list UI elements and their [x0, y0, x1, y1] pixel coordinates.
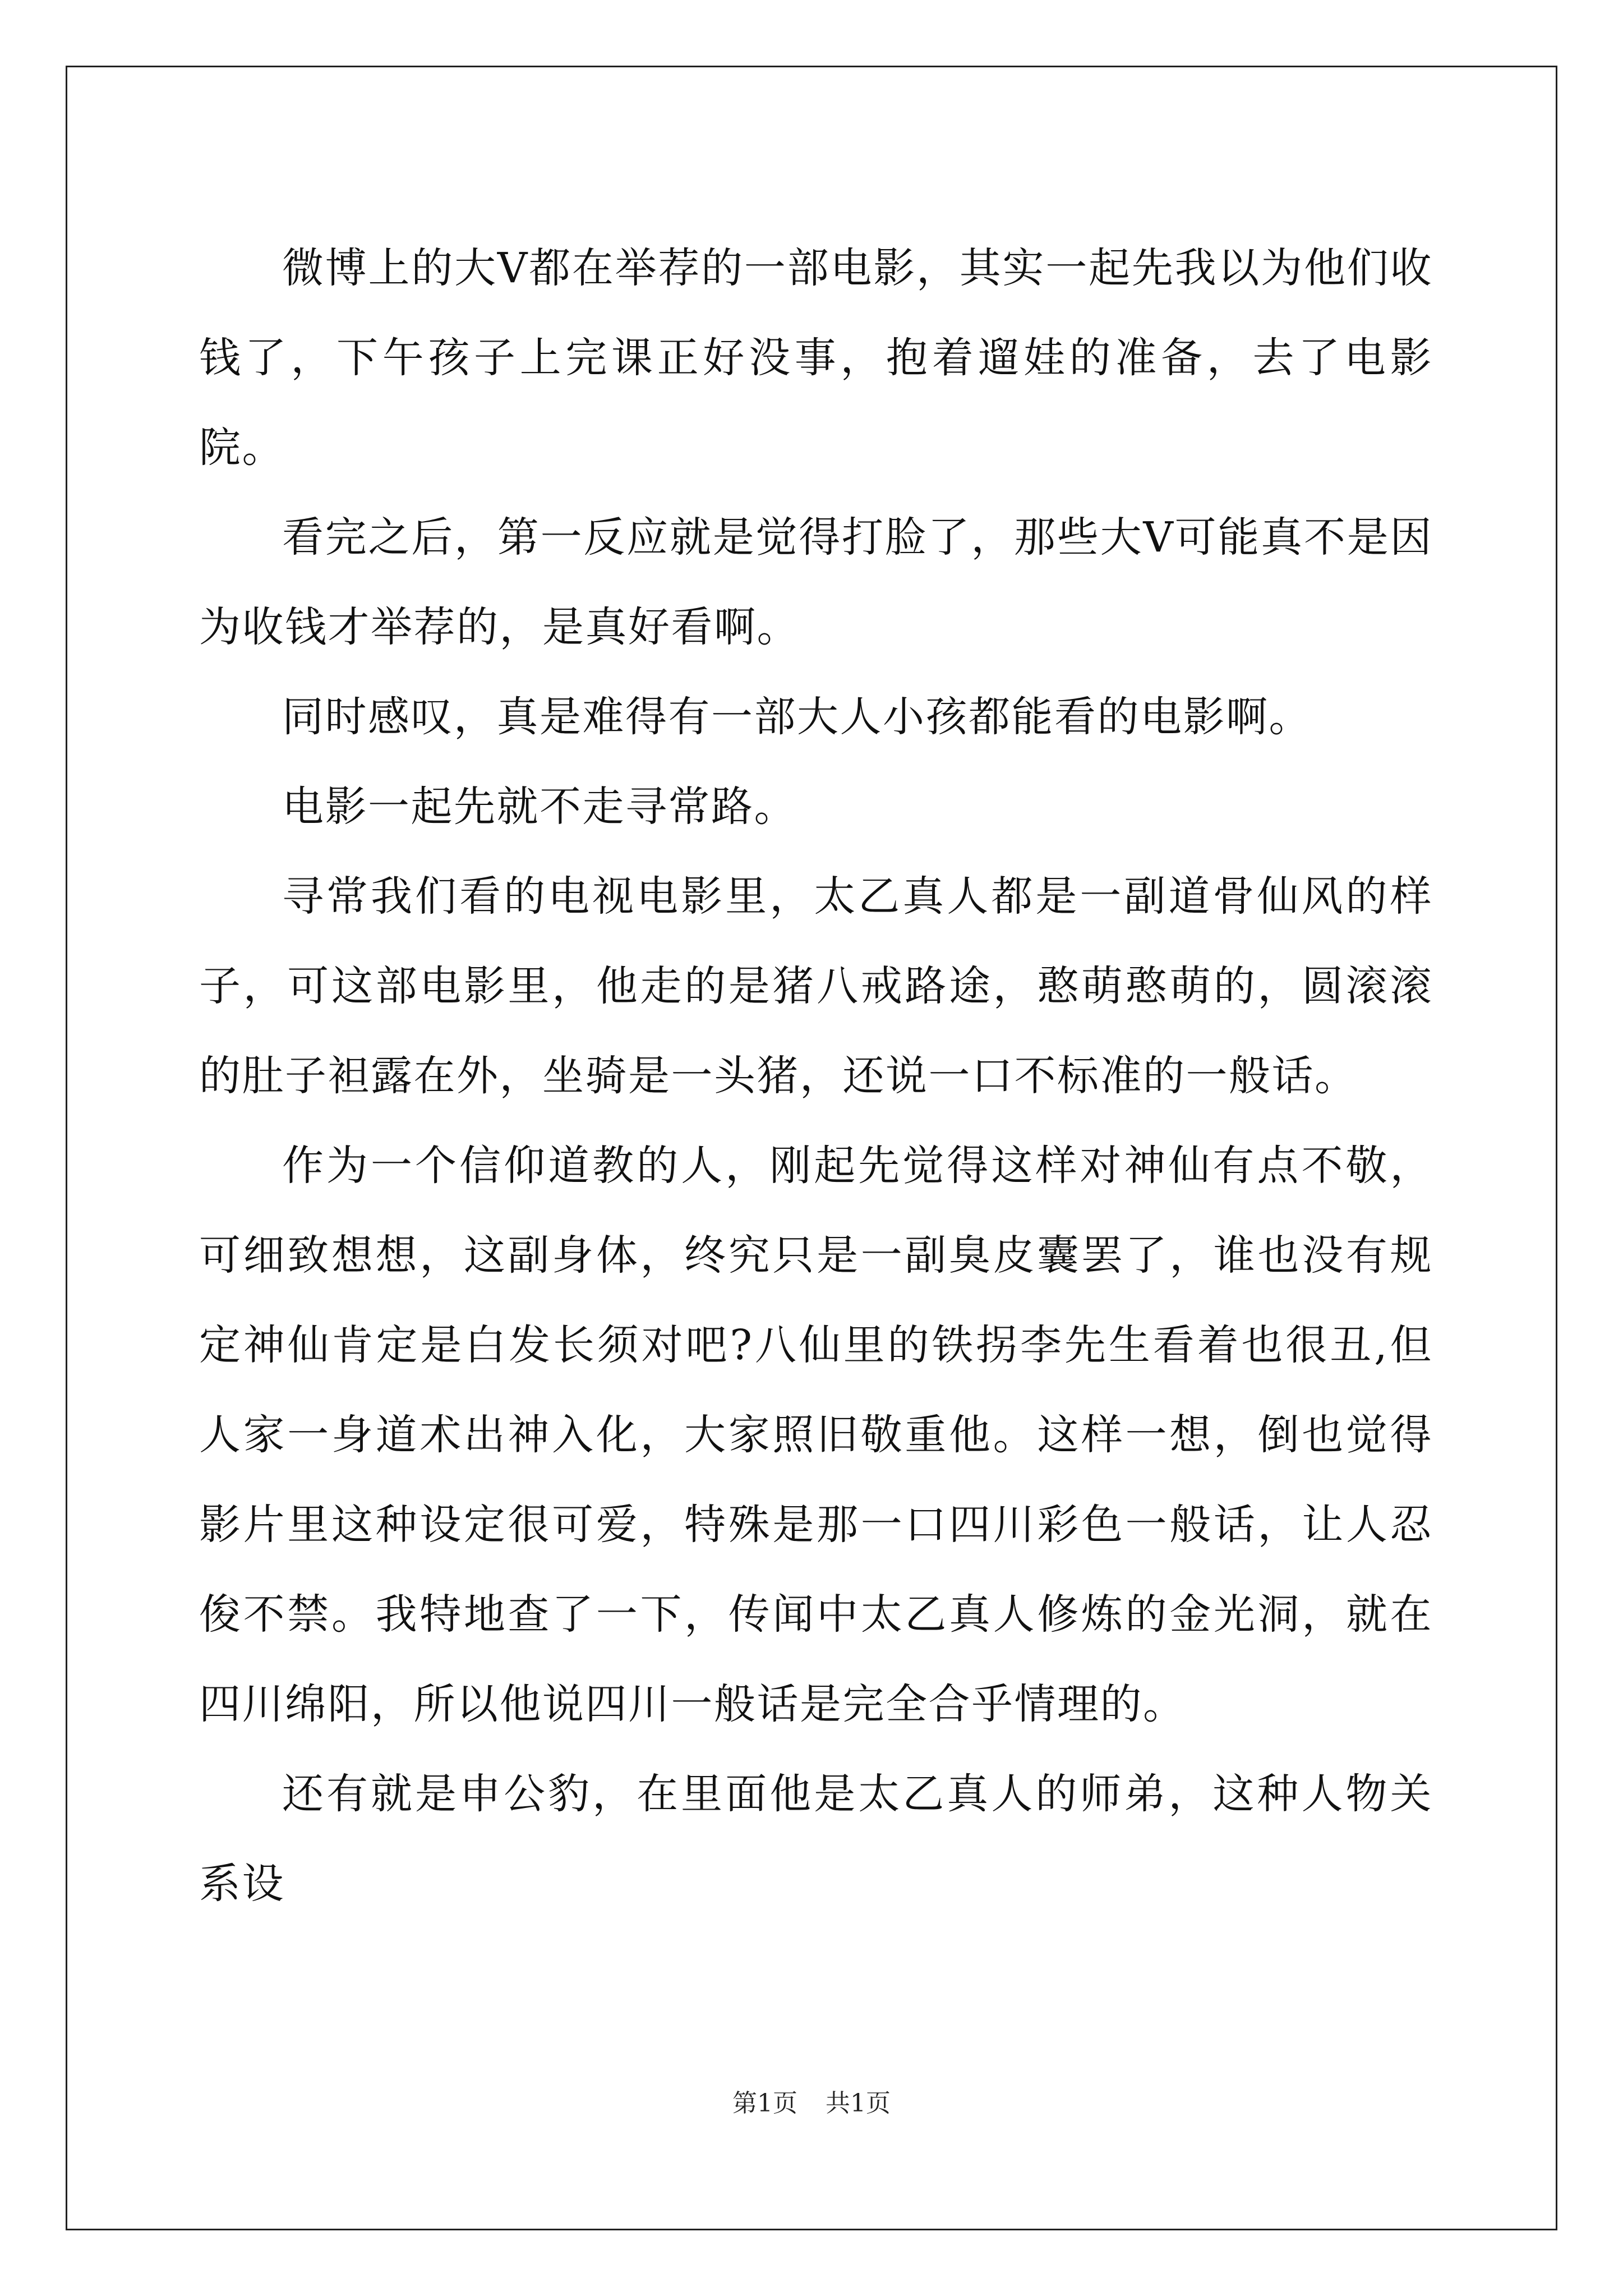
paragraph-4: 电影一起先就不走寻常路。 [282, 783, 797, 831]
paragraph-7: 还有就是申公豹，在里面他是太乙真人的师弟，这种人物关系设 [199, 1770, 1433, 1908]
paragraph-3: 同时感叹，真是难得有一部大人小孩都能看的电影啊。 [282, 693, 1312, 741]
document-body [199, 223, 1433, 1929]
paragraph-1: 微博上的大V都在举荐的一部电影，其实一起先我以为他们收钱了，下午孩子上完课正好没事，抱着遛娃的准备，去了电影院。 [199, 244, 1433, 472]
paragraph-5: 寻常我们看的电视电影里，太乙真人都是一副道骨仙风的样子，可这部电影里，他走的是猪八戒路途，憨萌憨萌的，圆滚滚的肚子袒露在外，坐骑是一头猪，还说一口不标准的一般话。 [199, 872, 1433, 1100]
page-number: 第1页 [732, 2089, 797, 2118]
page-total: 共1页 [826, 2089, 891, 2118]
paragraph-6: 作为一个信仰道教的人，刚起先觉得这样对神仙有点不敬，可细致想想，这副身体，终究只是一副臭皮囊罢了，谁也没有规定神仙肯定是白发长须对吧?八仙里的铁拐李先生看着也很丑,但人家一身道术出神入化，大家照旧敬重他。这样一想，倒也觉得影片里这种设定很可爱，特殊是那一口四川彩色一般话，让人忍俊不禁。我特地查了一下，传闻中太乙真人修炼的金光洞，就在四川绵阳，所以他说四川一般话是完全合乎情理的。 [199, 1142, 1433, 1728]
paragraph-2: 看完之后，第一反应就是觉得打脸了，那些大V可能真不是因为收钱才举荐的，是真好看啊。 [199, 513, 1433, 651]
page-footer [0, 2087, 1623, 2120]
